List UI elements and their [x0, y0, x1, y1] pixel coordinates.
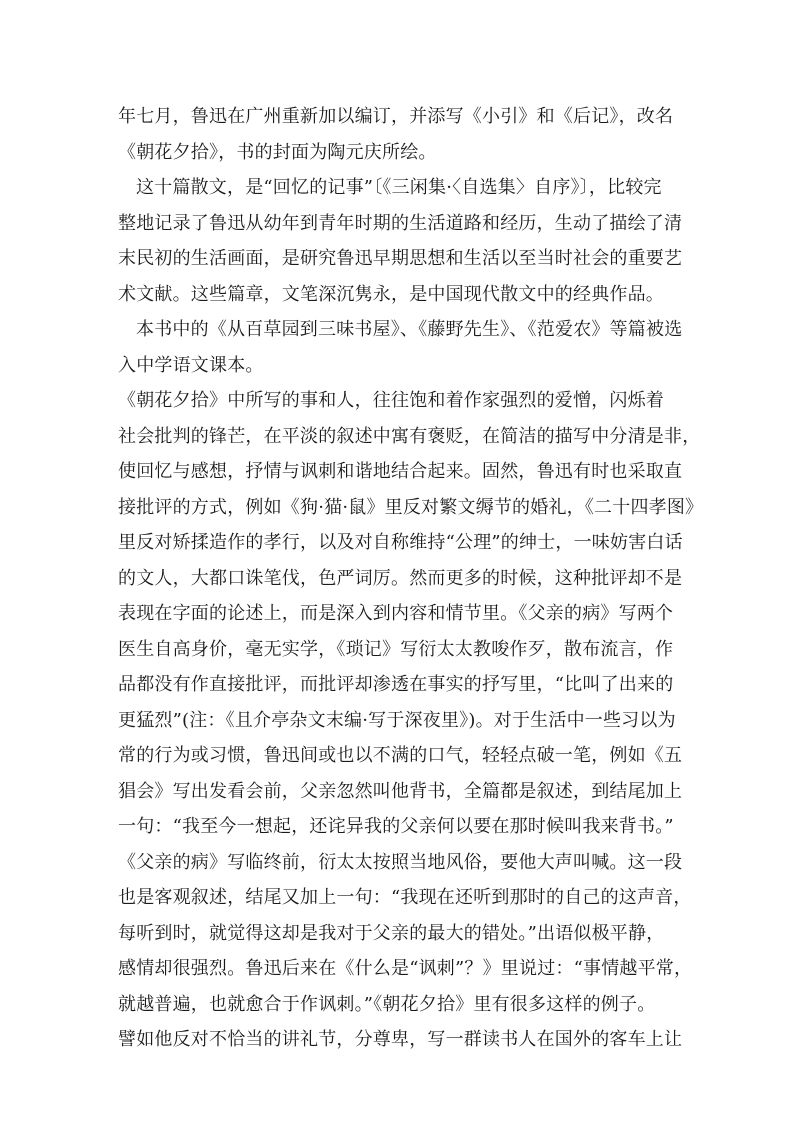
text-line: 品都没有作直接批评，而批评却渗透在事实的抒写里，“比叫了出来的 [118, 674, 674, 695]
text-line: 常的行为或习惯，鲁迅间或也以不满的口气，轻轻点破一笔，例如《五 [118, 745, 683, 766]
text-line: 《父亲的病》写临终前，衍太太按照当地风俗，要他大声叫喊。这一段 [118, 851, 683, 873]
text-line: 整地记录了鲁迅从幼年到青年时期的生活道路和经历，生动了描绘了清 [118, 212, 683, 234]
text-line: 年七月，鲁迅在广州重新加以编订，并添写《小引》和《后记》，改名 [118, 106, 674, 127]
text-line: 更猛烈”(注：《且介亭杂文末编·写于深夜里》)。对于生活中一些习以为 [118, 709, 676, 731]
text-line: 医生自高身价，毫无实学，《琐记》写衍太太教唆作歹，散布流言，作 [118, 638, 674, 660]
text-line: 里反对矫揉造作的孝行，以及对自称维持“公理”的绅士，一味妨害白话 [118, 532, 683, 553]
text-line: 感情却很强烈。鲁迅后来在《什么是“讽刺”？》里说过：“事情越平常， [118, 958, 693, 979]
text-line: 使回忆与感想，抒情与讽刺和谐地结合起来。固然，鲁迅有时也采取直 [118, 461, 683, 482]
text-line: 表现在字面的论述上，而是深入到内容和情节里。《父亲的病》写两个 [118, 603, 674, 624]
paragraph-start-line: 这十篇散文，是“回忆的记事”〔《三闲集·〈自选集〉自序》〕，比较完 [136, 177, 662, 198]
text-line: 猖会》写出发看会前，父亲忽然叫他背书，全篇都是叙述，到结尾加上 [118, 780, 683, 802]
text-line: 社会批判的锋芒，在平淡的叙述中寓有褒贬，在简洁的描写中分清是非， [118, 425, 701, 447]
text-line: 的文人，大都口诛笔伐，色严词厉。然而更多的时候，这种批评却不是 [118, 567, 683, 589]
document-body [118, 99, 704, 1058]
text-line: 一句：“我至今一想起，还诧异我的父亲何以要在那时候叫我来背书。” [118, 816, 674, 837]
text-line: 《朝花夕拾》，书的封面为陶元庆所绘。 [118, 141, 437, 163]
text-line: 末民初的生活画面，是研究鲁迅早期思想和生活以至当时社会的重要艺 [118, 248, 683, 269]
text-line: 譬如他反对不恰当的讲礼节，分尊卑，写一群读书人在国外的客车上让 [118, 1029, 683, 1050]
paragraph-start-line: 《朝花夕拾》中所写的事和人，往往饱和着作家强烈的爱憎，闪烁着 [118, 390, 664, 411]
text-line: 也是客观叙述，结尾又加上一句：“我现在还听到那时的自己的这声音， [118, 887, 692, 908]
text-line: 每听到时，就觉得这却是我对于父亲的最大的错处。”出语似极平静， [118, 922, 665, 944]
text-line: 接批评的方式，例如《狗·猫·鼠》里反对繁文缛节的婚礼，《二十四孝图》 [118, 496, 704, 518]
text-line: 术文献。这些篇章，文笔深沉隽永，是中国现代散文中的经典作品。 [118, 283, 664, 305]
text-line: 入中学语文课本。 [118, 354, 264, 376]
paragraph-start-line: 本书中的《从百草园到三味书屋》、《藤野先生》、《范爱农》等篇被选 [136, 319, 683, 340]
text-line: 就越普遍，也就愈合于作讽刺。”《朝花夕拾》里有很多这样的例子。 [118, 993, 656, 1015]
